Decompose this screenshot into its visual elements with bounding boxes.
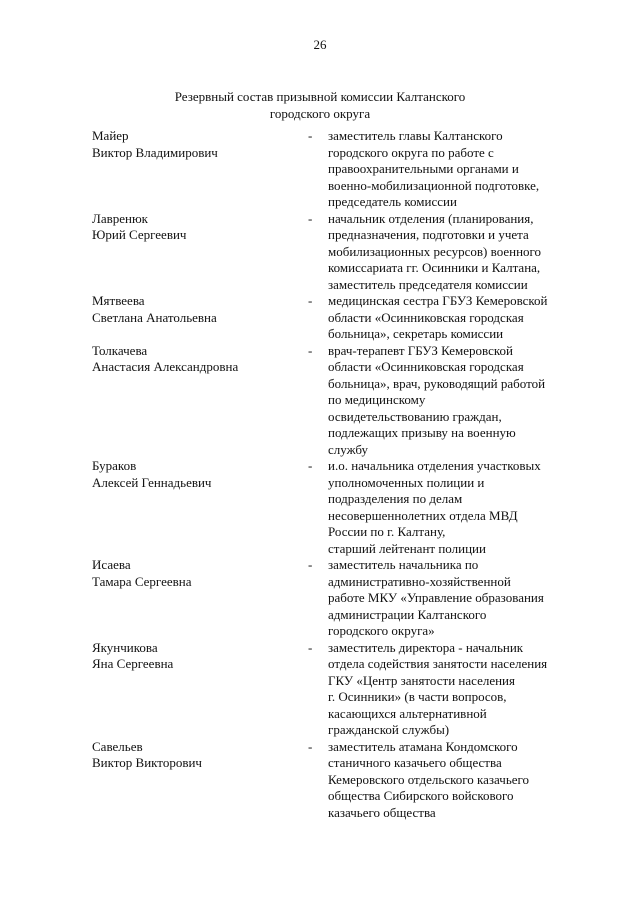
member-entry — [0, 458, 640, 557]
member-name — [92, 293, 292, 326]
role-line: гражданской службы) — [328, 722, 450, 737]
member-name — [92, 128, 292, 161]
role-line: заместитель начальника по — [328, 557, 479, 572]
role-line: области «Осинниковская городская — [328, 309, 524, 325]
member-given-names: Тамара Сергеевна — [92, 573, 192, 589]
role-line: административно-хозяйственной — [328, 573, 511, 589]
member-given-names: Анастасия Александровна — [92, 359, 239, 374]
role-line: казачьего общества — [328, 804, 436, 820]
title-line-1: Резервный состав призывной комиссии Калтанского — [174, 89, 466, 104]
member-given-names: Алексей Геннадьевич — [92, 474, 212, 490]
role-line: врач-терапевт ГБУЗ Кемеровской — [328, 342, 513, 358]
role-line: Кемеровского отдельского казачьего — [328, 771, 530, 787]
role-line: г. Осинники» (в части вопросов, — [328, 689, 507, 704]
role-line: несовершеннолетних отдела МВД — [328, 507, 518, 523]
member-role — [328, 128, 598, 211]
role-line: России по г. Калтану, — [328, 524, 446, 539]
member-role — [328, 343, 598, 459]
role-line: области «Осинниковская городская — [328, 359, 524, 374]
role-line: правоохранительными органами и — [328, 161, 519, 176]
member-surname: Савельев — [92, 738, 143, 754]
role-line: медицинская сестра ГБУЗ Кемеровской — [328, 293, 548, 308]
member-surname: Якунчикова — [92, 639, 158, 655]
member-role — [328, 293, 598, 343]
member-entry — [0, 557, 640, 640]
role-line: городского округа по работе с — [328, 144, 494, 160]
separator-dash: - — [308, 557, 313, 572]
role-line: больница», врач, руководящий работой — [328, 375, 546, 391]
member-surname: Лавренюк — [92, 210, 148, 226]
member-given-names: Светлана Анатольевна — [92, 309, 217, 325]
member-name — [92, 458, 292, 491]
role-line: подразделения по делам — [328, 491, 463, 506]
separator-dash: - — [308, 210, 313, 226]
role-line: касающихся альтернативной — [328, 705, 487, 721]
separator-dash: - — [308, 639, 313, 655]
role-line: председатель комиссии — [328, 194, 457, 209]
member-given-names: Виктор Владимирович — [92, 144, 218, 160]
role-line: больница», секретарь комиссии — [328, 326, 504, 341]
role-line: станичного казачьего общества — [328, 755, 502, 770]
member-surname: Майер — [92, 128, 129, 143]
member-entry — [0, 640, 640, 739]
role-line: администрации Калтанского — [328, 606, 487, 622]
role-line: ГКУ «Центр занятости населения — [328, 672, 515, 688]
role-line: старший лейтенант полиции — [328, 540, 486, 556]
role-line: городского округа» — [328, 623, 435, 638]
member-surname: Исаева — [92, 557, 131, 572]
separator-dash: - — [308, 342, 313, 358]
member-name — [92, 343, 292, 376]
commission-members-list — [0, 128, 640, 821]
member-role — [328, 739, 598, 822]
member-role — [328, 458, 598, 557]
member-name — [92, 557, 292, 590]
separator-dash: - — [308, 738, 313, 754]
role-line: начальник отделения (планирования, — [328, 210, 534, 226]
role-line: и.о. начальника отделения участковых — [328, 458, 541, 473]
role-line: общества Сибирского войскового — [328, 788, 514, 803]
document-title — [0, 88, 640, 122]
member-entry — [0, 211, 640, 294]
role-line: предназначения, подготовки и учета — [328, 227, 529, 242]
member-name — [92, 739, 292, 772]
member-role — [328, 557, 598, 640]
member-entry — [0, 343, 640, 459]
separator-dash: - — [308, 293, 313, 308]
role-line: отдела содействия занятости населения — [328, 656, 548, 671]
member-name — [92, 640, 292, 673]
role-line: военно-мобилизационной подготовке, — [328, 177, 540, 193]
member-surname: Толкачева — [92, 342, 148, 358]
role-line: мобилизационных ресурсов) военного — [328, 243, 542, 259]
member-entry — [0, 739, 640, 822]
role-line: освидетельствованию граждан, — [328, 408, 502, 424]
separator-dash: - — [308, 128, 313, 143]
page-number: 26 — [313, 37, 327, 52]
member-entry — [0, 293, 640, 343]
role-line: уполномоченных полиции и — [328, 474, 485, 490]
role-line: заместитель главы Калтанского — [328, 128, 503, 143]
title-line-2: городского округа — [269, 106, 371, 121]
member-surname: Бураков — [92, 458, 137, 473]
role-line: по медицинскому — [328, 392, 426, 407]
role-line: заместитель атамана Кондомского — [328, 738, 518, 754]
role-line: заместитель директора - начальник — [328, 639, 524, 655]
role-line: работе МКУ «Управление образования — [328, 590, 544, 605]
role-line: комиссариата гг. Осинники и Калтана, — [328, 260, 541, 275]
member-role — [328, 211, 598, 294]
role-line: подлежащих призыву на военную — [328, 425, 516, 440]
member-given-names: Яна Сергеевна — [92, 656, 174, 671]
member-role — [328, 640, 598, 739]
member-given-names: Виктор Викторович — [92, 755, 202, 770]
role-line: заместитель председателя комиссии — [328, 276, 528, 292]
member-name — [92, 211, 292, 244]
member-entry — [0, 128, 640, 211]
member-surname: Мятвеева — [92, 293, 145, 308]
member-given-names: Юрий Сергеевич — [92, 227, 187, 242]
separator-dash: - — [308, 458, 313, 473]
role-line: службу — [328, 441, 369, 457]
